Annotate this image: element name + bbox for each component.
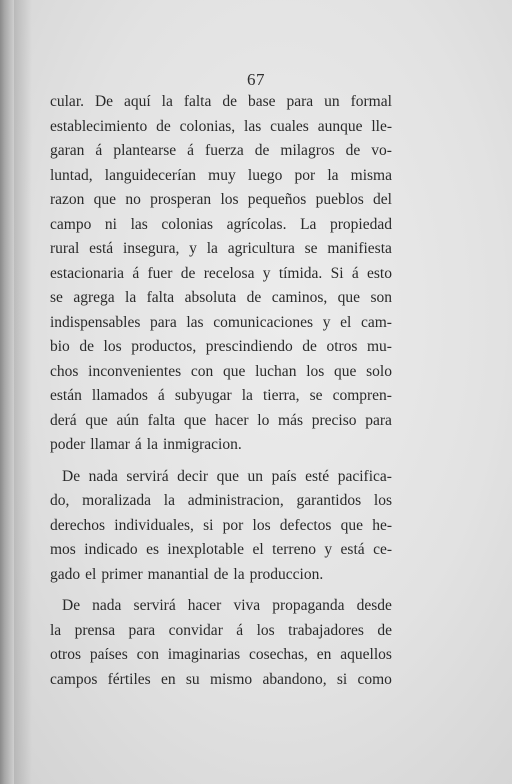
text-line: campos fértiles en su mismo abandono, si como (50, 670, 392, 688)
text-line: rural está insegura, y la agricultura se manifiesta (50, 240, 392, 257)
text-line: poder llamar á la inmigracion. (50, 436, 242, 453)
text-line: De nada servirá hacer viva propaganda desde (62, 597, 392, 614)
text-line: cular. De aquí la falta de base para un formal (50, 93, 392, 110)
text-line: la prensa para convidar á los trabajadores de (50, 621, 392, 639)
paragraph-spacer (50, 458, 392, 465)
text-line: chos inconvenientes con que luchan los que solo (50, 362, 392, 380)
paragraph-spacer (50, 587, 392, 594)
text-line: derechos individuales, si por los defectos que he- (50, 516, 392, 534)
text-line: otros países con imaginarias cosechas, en aquellos (50, 646, 392, 663)
text-line: campo ni las colonias agrícolas. La propiedad (50, 215, 392, 233)
page-number: 67 (247, 70, 265, 89)
text-line: bio de los productos, prescindiendo de otros mu- (50, 338, 392, 355)
book-gutter (0, 0, 14, 784)
text-line: razon que no prosperan los pequeños pueblos del (50, 191, 392, 208)
text-line: estacionaria á fuer de recelosa y tímida. Si á esto (50, 264, 392, 282)
gutter-shadow (14, 0, 32, 784)
text-line: do, moralizada la administracion, garantidos los (50, 492, 392, 509)
text-line: garan á plantearse á fuerza de milagros de vo- (50, 142, 392, 159)
text-line: gado el primer manantial de la produccion. (50, 565, 324, 583)
text-line: De nada servirá decir que un país esté pacifica- (62, 467, 392, 485)
text-line: están llamados á subyugar la tierra, se compren- (50, 387, 392, 404)
text-line: establecimiento de colonias, las cuales aunque lle- (50, 117, 392, 135)
paragraph (50, 90, 392, 458)
body-text (50, 90, 392, 692)
paragraph (50, 465, 392, 588)
text-line: indispensables para las comunicaciones y el cam- (50, 313, 392, 331)
text-line: derá que aún falta que hacer lo más preciso para (50, 411, 392, 429)
text-line: mos indicado es inexplotable el terreno y está ce- (50, 541, 392, 558)
text-line: luntad, languidecerían muy luego por la misma (50, 166, 392, 184)
paragraph (50, 594, 392, 692)
text-line: se agrega la falta absoluta de caminos, que son (50, 289, 392, 306)
